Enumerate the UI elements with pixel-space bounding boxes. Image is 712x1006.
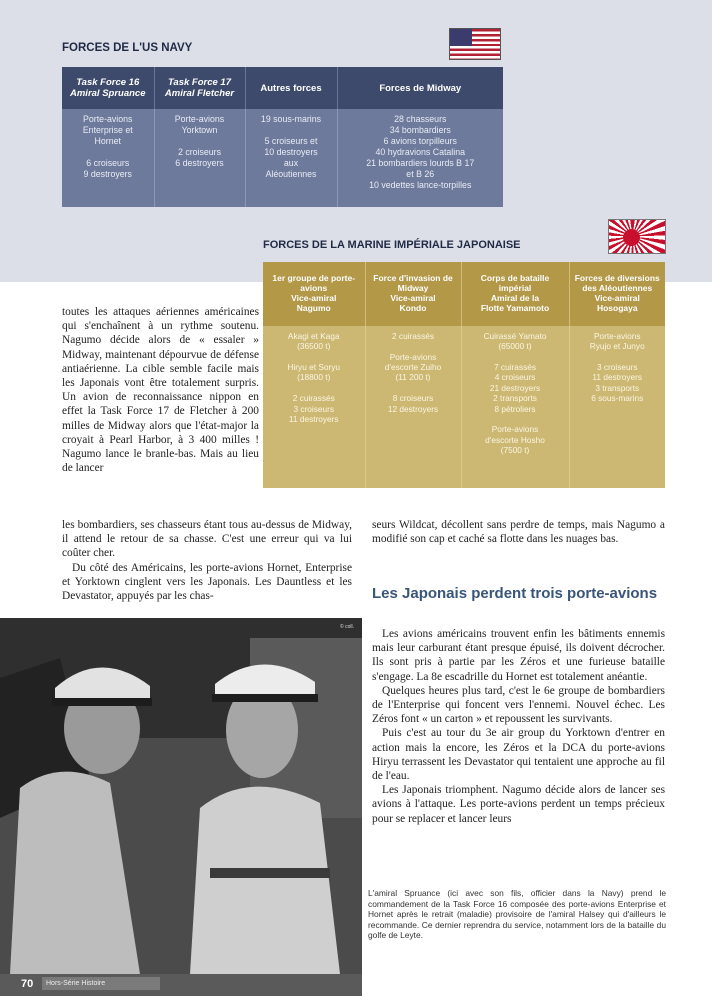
jp-header-cell: Force d'invasion de Midway Vice-amiral Kondo: [365, 262, 461, 326]
us-flag-icon: [449, 28, 501, 60]
jp-cell: 2 cuirassés Porte-avions d'escorte Zuiho (11 200 t) 8 croiseurs 12 destroyers: [365, 326, 461, 488]
us-header-cell: Forces de Midway: [337, 67, 503, 109]
japanese-rising-sun-flag-icon: [608, 219, 666, 254]
us-cell: 28 chasseurs 34 bombardiers 6 avions torpilleurs 40 hydravions Catalina 21 bombardiers lourds B 17 et B 26 10 vedettes lance-torpilles: [337, 109, 503, 207]
jp-header-cell: Corps de bataille impérial Amiral de la Flotte Yamamoto: [461, 262, 569, 326]
us-forces-table: [62, 67, 503, 207]
table-header-row: [263, 262, 665, 326]
body-paragraph: Les avions américains trouvent enfin les bâtiments ennemis mais leur carburant étant presque épuisé, ils doivent décrocher. Ils sont pris à partie par les Zéros et une furieuse bataille s'engage. La 8e escadrille du Hornet est totalement anéantie.: [372, 628, 665, 683]
jp-header-cell: Forces de diversions des Aléoutiennes Vice-amiral Hosogaya: [569, 262, 665, 326]
body-paragraph: Du côté des Américains, les porte-avions Hornet, Enterprise et Yorktown cinglent vers les Japonais. Les Dauntless et les Devastator, appuyés par les chas-: [62, 561, 352, 603]
historical-photo-spruance-and-son: [0, 618, 362, 974]
body-paragraph: toutes les attaques aériennes américaines qui s'enchaînent à un rythme soutenu. Nagumo décide alors de « essaler » Midway, maintenant dépourvue de défense antiaérienne. La cible semble facile mais les Japonais vont être totalement surpris. Un avion de reconnaissance nippon en effet la Task Force 17 de Fletcher à 200 milles de Midway alors que l'état-major la croyait à Pearl Harbor, à 3 400 milles ! Nagumo lance le branle-bas. Mais au lieu de lancer: [62, 306, 259, 475]
body-paragraph: les bombardiers, ses chasseurs étant tous au-dessus de Midway, il attend le retour de sa chasse. C'est une erreur qui va lui coûter cher.: [62, 519, 352, 560]
us-cell: Porte-avions Enterprise et Hornet 6 croiseurs 9 destroyers: [62, 109, 154, 207]
page-number: 70: [21, 978, 34, 990]
running-title: Hors-Série Histoire: [42, 977, 160, 990]
body-paragraph: seurs Wildcat, décollent sans perdre de temps, mais Nagumo a modifié son cap et caché sa flotte dans les nuages bas.: [372, 519, 665, 546]
photo-credit: © coll.: [340, 624, 354, 630]
table-row: [62, 109, 503, 207]
photo-illustration: [0, 618, 362, 974]
article-column-2-section: [372, 627, 665, 826]
us-cell: Porte-avions Yorktown 2 croiseurs 6 destroyers: [154, 109, 245, 207]
us-cell: 19 sous-marins 5 croiseurs et 10 destroyers aux Aléoutiennes: [245, 109, 337, 207]
us-header-cell: Task Force 17 Amiral Fletcher: [154, 67, 245, 109]
jp-cell: Cuirassé Yamato (65000 t) 7 cuirassés 4 croiseurs 21 destroyers 2 transports 8 pétroliers Porte-avions d'escorte Hosho (7500 t): [461, 326, 569, 488]
us-header-cell: Autres forces: [245, 67, 337, 109]
body-paragraph: Puis c'est au tour du 3e air group du Yorktown d'entrer en action mais la encore, les Zéros et la DCA du porte-avions Hiryu terrassent les Devastator qui tentaient une approche au fil de l'eau.: [372, 727, 665, 783]
table-row: [263, 326, 665, 488]
jp-cell: Porte-avions Ryujo et Junyo 3 croiseurs 11 destroyers 3 transports 6 sous-marins: [569, 326, 665, 488]
jp-cell: Akagi et Kaga (36500 t) Hiryu et Soryu (18800 t) 2 cuirassés 3 croiseurs 11 destroyers: [263, 326, 365, 488]
us-header-cell: Task Force 16 Amiral Spruance: [62, 67, 154, 109]
article-column-1-upper: [62, 305, 259, 475]
article-column-1-lower: [62, 518, 352, 603]
table-header-row: [62, 67, 503, 109]
article-column-2-top: [372, 518, 665, 546]
body-paragraph: Les Japonais triomphent. Nagumo décide alors de lancer ses avions à l'attaque. Les porte-avions perdent un temps précieux pour se replacer et lancer leurs: [372, 784, 665, 825]
section-heading: Les Japonais perdent trois porte-avions: [372, 585, 658, 602]
body-paragraph: Quelques heures plus tard, c'est le 6e groupe de bombardiers de l'Enterprise qui foncent vers l'ennemi. Nouvel échec. Les Zéros font « un carton » et repoussent les survivants.: [372, 684, 665, 726]
jp-header-cell: 1er groupe de porte-avions Vice-amiral Nagumo: [263, 262, 365, 326]
japanese-forces-table: [263, 262, 665, 488]
photo-caption: L'amiral Spruance (ici avec son fils, officier dans la Navy) prend le commandement de la Task Force 16 composée des porte-avions Enterprise et Hornet après le retrait (maladie) provisoire de l'amiral Halsey qui d'ailleurs le recommande. Ce dernier reprendra du service, notamment lors de la bataille du golfe de Leyte.: [368, 888, 666, 940]
us-navy-heading: FORCES DE L'US NAVY: [62, 42, 193, 54]
japanese-navy-heading: FORCES DE LA MARINE IMPÉRIALE JAPONAISE: [263, 239, 521, 251]
